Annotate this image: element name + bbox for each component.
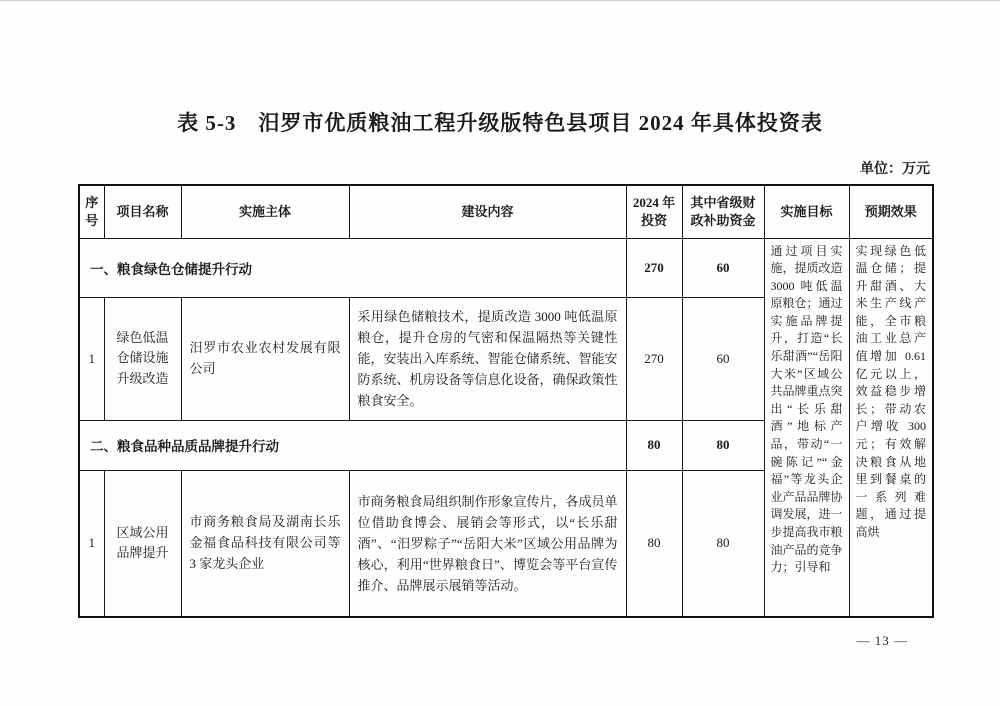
- row-2-investment: 80: [626, 470, 682, 617]
- row-1-entity: 汨罗市农业农村发展有限公司: [181, 297, 349, 420]
- header-project-name: 项目名称: [104, 185, 181, 238]
- section-2-subsidy: 80: [682, 420, 764, 470]
- row-2-project-name: 区域公用品牌提升: [104, 470, 181, 617]
- header-provincial-subsidy: 其中省级财政补助资金: [682, 185, 764, 238]
- page-number: — 13 —: [856, 633, 908, 648]
- header-expected-effects: 预期效果: [849, 185, 933, 238]
- row-1-project-name: 绿色低温仓储设施升级改造: [104, 297, 181, 420]
- unit-label: 单位：万元: [860, 162, 930, 177]
- table-title: 表 5-3 汨罗市优质粮油工程升级版特色县项目 2024 年具体投资表: [177, 111, 823, 135]
- investment-table: [78, 184, 934, 618]
- section-2-label: 二、粮食品种品质品牌提升行动: [79, 420, 626, 470]
- row-1-investment: 270: [626, 297, 682, 420]
- header-implementing-entity: 实施主体: [181, 185, 349, 238]
- row-1-serial: 1: [79, 297, 104, 420]
- section-row-green-storage: [79, 238, 933, 297]
- header-implementation-goals: 实施目标: [764, 185, 849, 238]
- section-1-label: 一、粮食绿色仓储提升行动: [79, 238, 626, 297]
- section-1-subsidy: 60: [682, 238, 764, 297]
- header-construction-content: 建设内容: [349, 185, 626, 238]
- row-1-content: 采用绿色储粮技术，提质改造 3000 吨低温原粮仓，提升仓房的气密和保温隔热等关键性能，安装出入库系统、智能仓储系统、智能安防系统、机房设备等信息化设备，确保政策性粮食安全。: [349, 297, 626, 420]
- section-2-investment: 80: [626, 420, 682, 470]
- table-header-row: [79, 185, 933, 238]
- header-serial-no: 序号: [79, 185, 104, 238]
- row-2-subsidy: 80: [682, 470, 764, 617]
- header-investment-2024: 2024 年投资: [626, 185, 682, 238]
- section-1-investment: 270: [626, 238, 682, 297]
- row-2-entity: 市商务粮食局及湖南长乐金福食品科技有限公司等 3 家龙头企业: [181, 470, 349, 617]
- row-2-content: 市商务粮食局组织制作形象宣传片，各成员单位借助食博会、展销会等形式，以“长乐甜酒”、“汨罗粽子”“岳阳大米”区域公用品牌为核心，利用“世界粮食日”、博览会等平台宣传推介、品牌展示展销等活动。: [349, 470, 626, 617]
- row-1-subsidy: 60: [682, 297, 764, 420]
- implementation-goals-cell: 通过项目实施，提质改造 3000 吨低温原粮仓；通过实施品牌提升，打造“长乐甜酒”“岳阳大米”区域公共品牌重点突出“长乐甜酒”地标产品，带动“一碗陈记”“金福”等龙头企业产品品牌协调发展，进一步提高我市粮油产品的竞争力；引导和: [764, 238, 849, 617]
- expected-effects-cell: 实现绿色低温仓储；提升甜酒、大米生产线产能，全市粮油工业总产值增加 0.61 亿元以上，效益稳步增长；带动农户增收 300 元；有效解决粮食从地里到餐桌的一系列难题，通过提高烘: [849, 238, 933, 617]
- row-2-serial: 1: [79, 470, 104, 617]
